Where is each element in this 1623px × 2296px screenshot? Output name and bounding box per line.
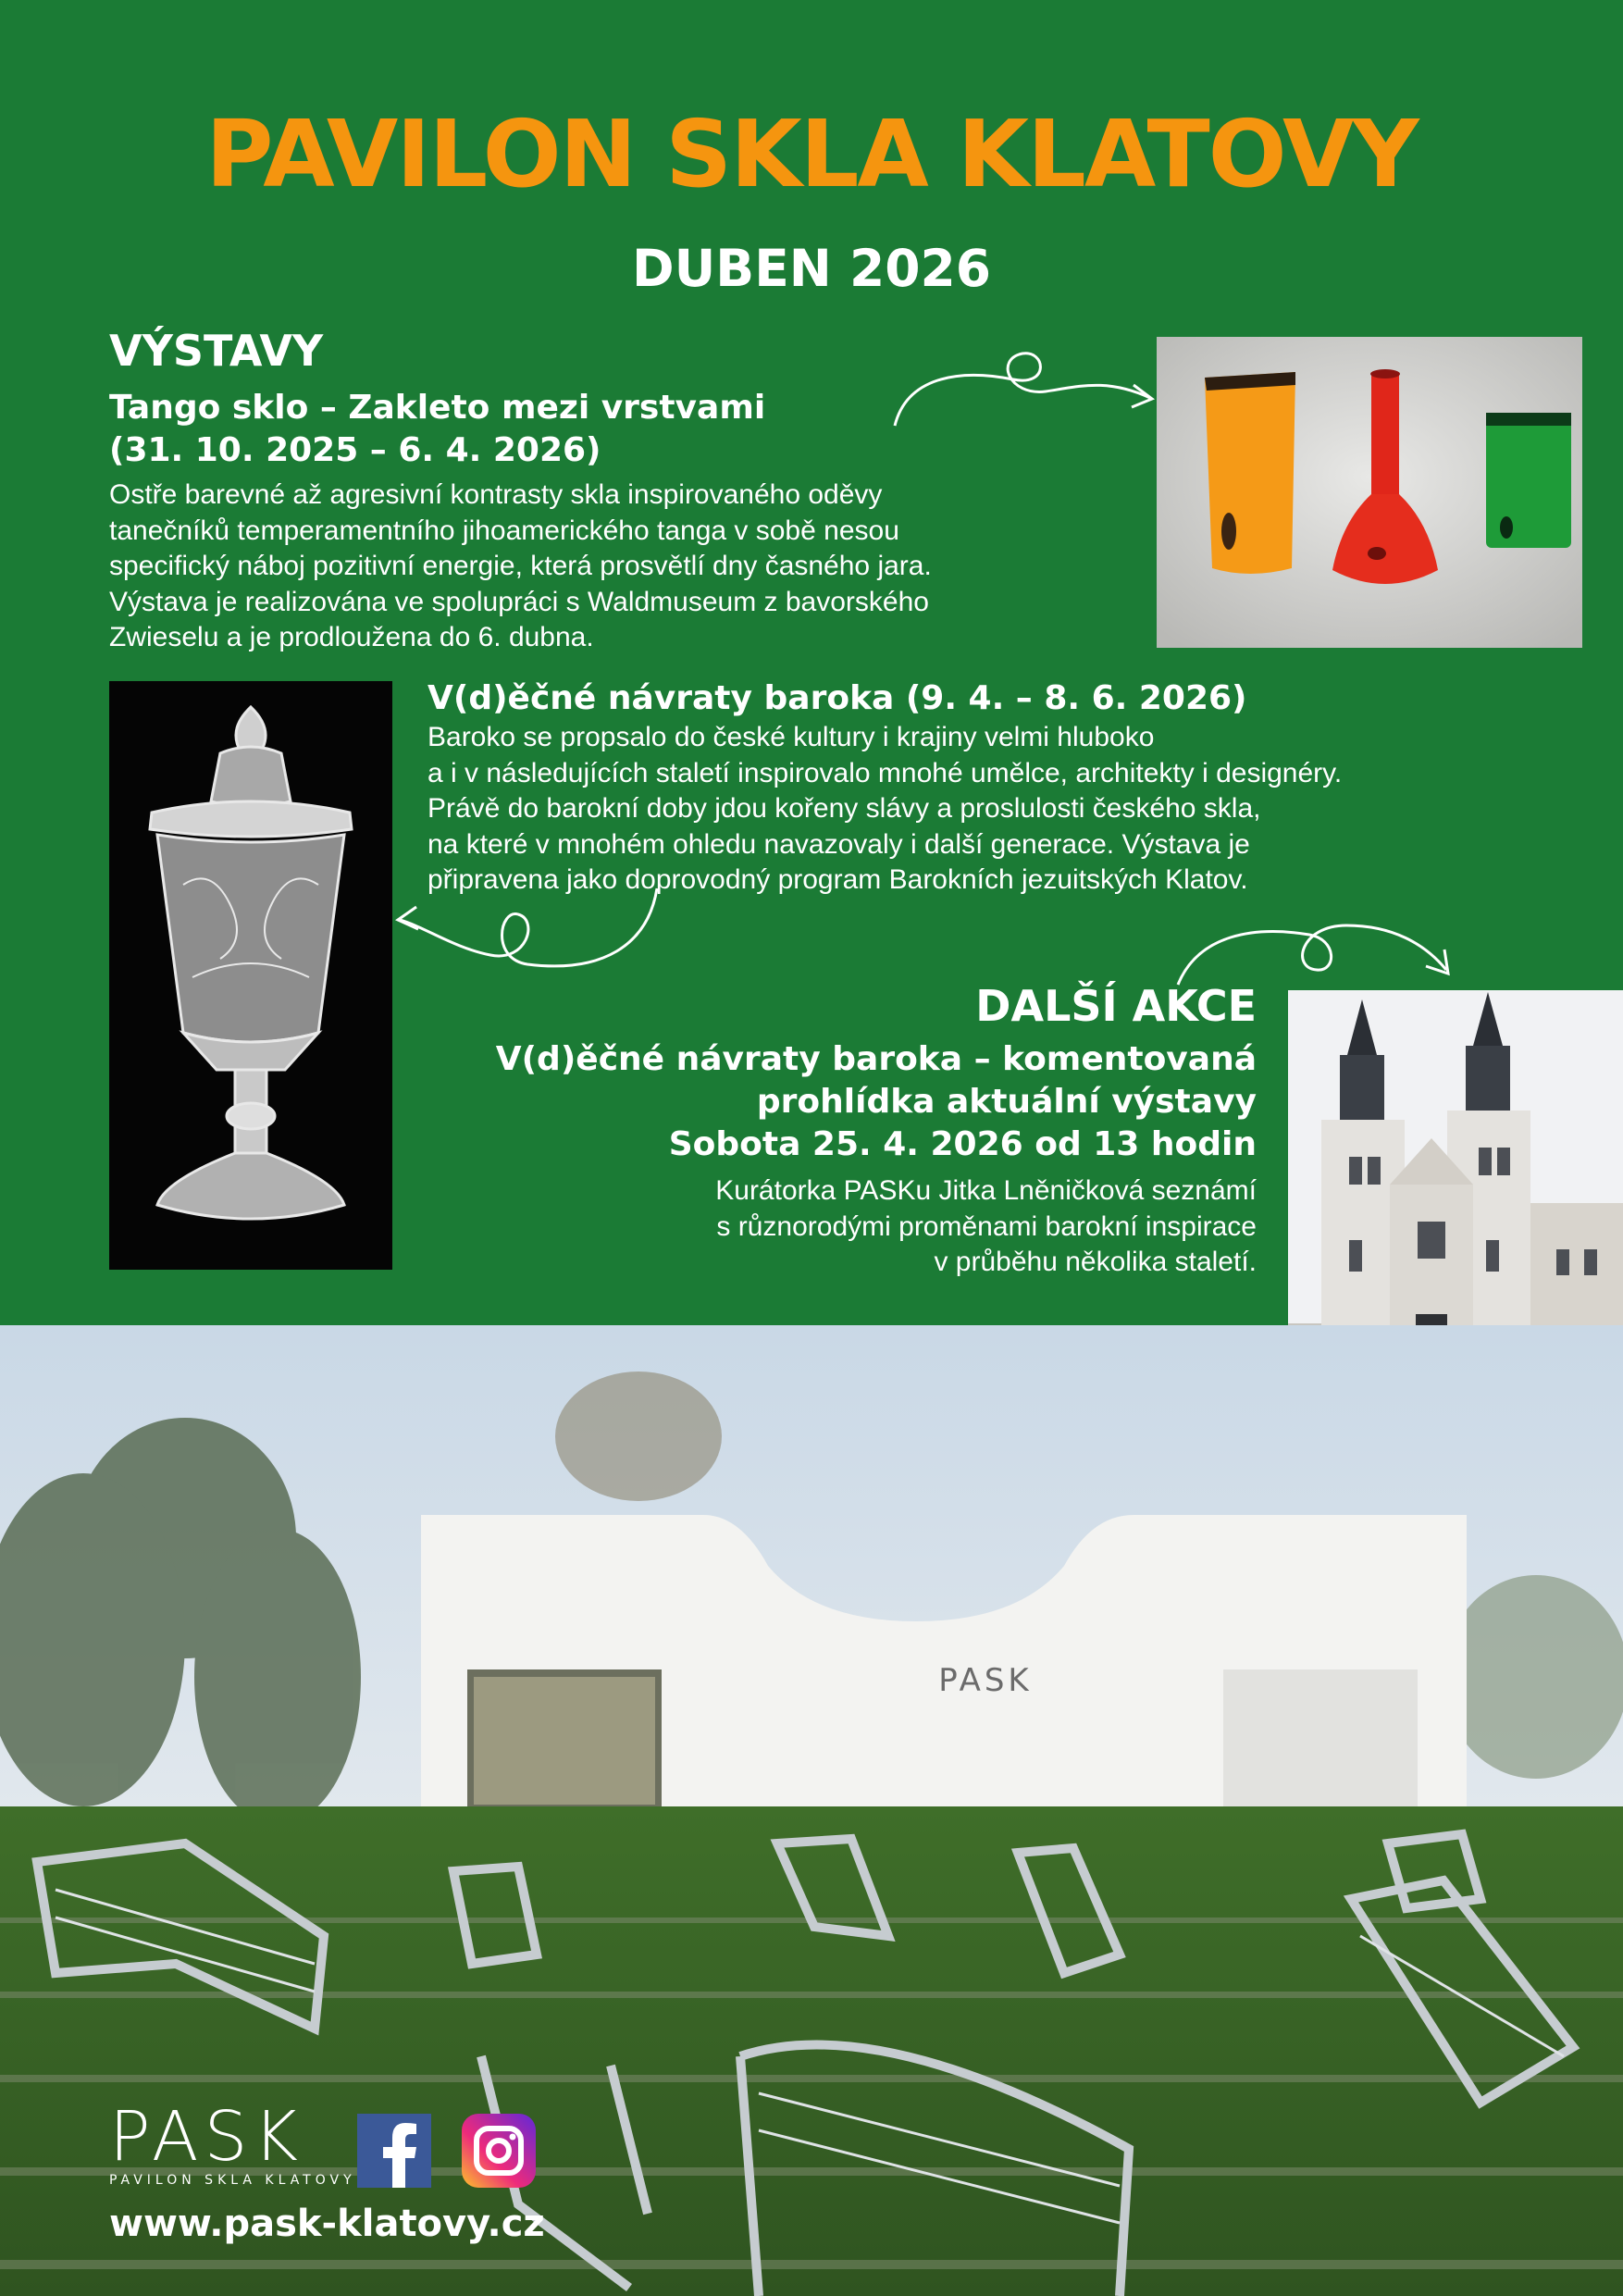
facebook-icon[interactable] [357,2114,431,2188]
baroque-title: V(d)ěčné návraty baroka (9. 4. – 8. 6. 2026) [427,679,1247,717]
poster-title: PAVILON SKLA KLATOVY [205,100,1418,208]
baroque-description: Baroko se propsalo do české kultury i krajiny velmi hluboko a i v následujících staletí inspirovalo mnohé umělce, architekty i designéry. Právě do barokní doby jdou kořeny slávy a proslulosti českého skla, na které v mnohém ohledu navazovaly i další generace. Výstava je připravena jako doprovodný program Barokních jezuitských Klatov. [427,722,1343,895]
event-title: V(d)ěčné návraty baroka – komentovaná prohlídka aktuální výstavy Sobota 25. 4. 2026 od 13 hodin [495,1040,1257,1163]
event-description: Kurátorka PASKu Jitka Lněničková seznámí s různorodými proměnami barokní inspirace v průběhu několika staletí. [715,1175,1257,1277]
tango-description: Ostře barevné až agresivní kontrasty skla inspirovaného oděvy tanečníků temperamentního jihoamerického tanga v sobě nesou specifický náboj pozitivní energie, která prosvětlí dny časného jara. Výstava je realizována ve spolupráci s Waldmuseum z bavorského Zwieselu a je prodloužena do 6. dubna. [109,479,932,652]
tango-glass-photo [1157,337,1582,648]
events-heading: DALŠÍ AKCE [975,981,1257,1031]
instagram-icon[interactable] [462,2114,536,2188]
curly-arrow-icon [884,341,1161,433]
month-heading: DUBEN 2026 [631,239,992,298]
building-sign: PASK [938,1662,1033,1699]
website-link[interactable]: www.pask-klatovy.cz [109,2203,545,2245]
tango-title: Tango sklo – Zakleto mezi vrstvami (31. 10. 2025 – 6. 4. 2026) [109,389,766,469]
pask-logo: PASK PAVILON SKLA KLATOVY [109,2097,356,2188]
curly-arrow-icon [389,881,666,983]
exhibitions-heading: VÝSTAVY [109,326,324,376]
curly-arrow-icon [1171,916,1457,990]
